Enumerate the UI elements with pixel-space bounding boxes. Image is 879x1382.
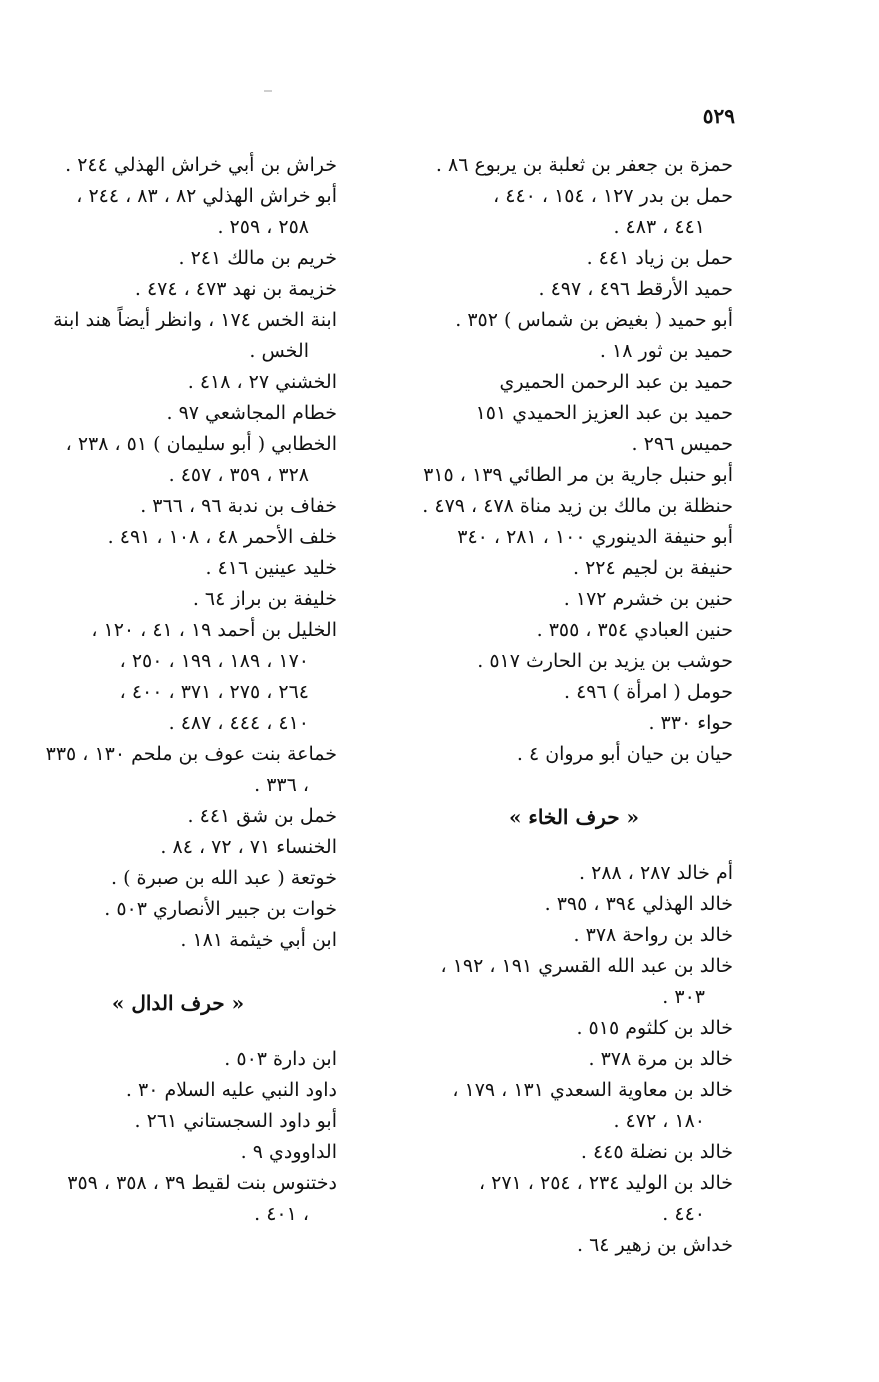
index-entry: خطام المجاشعي ٩٧ .: [166, 402, 337, 424]
index-entry: خالد بن كلثوم ٥١٥ .: [576, 1017, 733, 1039]
index-entry: الخشني ٢٧ ، ٤١٨ .: [187, 371, 337, 393]
index-entry: الخطابي ( أبو سليمان ) ٥١ ، ٢٣٨ ،: [65, 433, 337, 455]
index-entry: حمزة بن جعفر بن ثعلبة بن يربوع ٨٦ .: [435, 154, 733, 176]
left-entries-top: [19, 150, 337, 956]
index-entry: حميد الأرقط ٤٩٦ ، ٤٩٧ .: [538, 278, 733, 300]
index-entry: خماعة بنت عوف بن ملحم ١٣٠ ، ٣٣٥: [45, 743, 337, 765]
index-entry: خالد بن مرة ٣٧٨ .: [588, 1048, 733, 1070]
index-entry: خالد بن معاوية السعدي ١٣١ ، ١٧٩ ،: [452, 1079, 733, 1101]
right-column: [415, 150, 733, 1261]
index-entry: حنين العبادي ٣٥٤ ، ٣٥٥ .: [536, 619, 733, 641]
index-entry: خلف الأحمر ٤٨ ، ١٠٨ ، ٤٩١ .: [107, 526, 337, 548]
index-entry: الخنساء ٧١ ، ٧٢ ، ٨٤ .: [160, 836, 337, 858]
index-entry: خداش بن زهير ٦٤ .: [577, 1234, 733, 1256]
index-entry: ابن أبي خيثمة ١٨١ .: [180, 929, 337, 951]
index-entry: حوشب بن يزيد بن الحارث ٥١٧ .: [477, 650, 733, 672]
index-entry: خراش بن أبي خراش الهذلي ٢٤٤ .: [65, 154, 337, 176]
index-entry: خفاف بن ندبة ٩٦ ، ٣٦٦ .: [140, 495, 337, 517]
index-entry-continuation: ، ٣٣٦ .: [254, 774, 309, 796]
index-entry: حميس ٢٩٦ .: [631, 433, 733, 455]
index-entry: أبو حنيفة الدينوري ١٠٠ ، ٢٨١ ، ٣٤٠: [457, 526, 733, 548]
index-entry: حواء ٣٣٠ .: [648, 712, 733, 734]
index-entry: حيان بن حيان أبو مروان ٤ .: [516, 743, 733, 765]
index-entry-continuation: ٢٥٨ ، ٢٥٩ .: [217, 216, 309, 238]
index-entry: خالد بن الوليد ٢٣٤ ، ٢٥٤ ، ٢٧١ ،: [478, 1172, 733, 1194]
index-entry-continuation: ٤٤١ ، ٤٨٣ .: [613, 216, 705, 238]
index-entry: ابن دارة ٥٠٣ .: [224, 1048, 337, 1070]
index-entry-continuation: ١٨٠ ، ٤٧٢ .: [613, 1110, 705, 1132]
index-entry: خزيمة بن نهد ٤٧٣ ، ٤٧٤ .: [134, 278, 337, 300]
index-entry: حمل بن بدر ١٢٧ ، ١٥٤ ، ٤٤٠ ،: [493, 185, 733, 207]
index-entry: أبو حميد ( بغيض بن شماس ) ٣٥٢ .: [455, 309, 733, 331]
index-entry: دختنوس بنت لقيط ٣٩ ، ٣٥٨ ، ٣٥٩: [67, 1172, 337, 1194]
right-entries-top: [415, 150, 733, 770]
index-entry: الخليل بن أحمد ١٩ ، ٤١ ، ١٢٠ ،: [91, 619, 337, 641]
index-entry: ابنة الخس ١٧٤ ، وانظر أيضاً هند ابنة: [53, 309, 337, 331]
page-number: ٥٢٩: [702, 104, 735, 128]
index-entry: حميد بن عبد العزيز الحميدي ١٥١: [475, 402, 733, 424]
index-entry: خوتعة ( عبد الله بن صبرة ) .: [111, 867, 337, 889]
index-entry: حنظلة بن مالك بن زيد مناة ٤٧٨ ، ٤٧٩ .: [422, 495, 733, 517]
index-entry-continuation: ٢٦٤ ، ٢٧٥ ، ٣٧١ ، ٤٠٠ ،: [119, 681, 309, 703]
paper-smudge: [264, 90, 272, 92]
index-entry: حميد بن عبد الرحمن الحميري: [499, 371, 733, 393]
index-entry: خالد بن رواحة ٣٧٨ .: [573, 924, 733, 946]
index-entry: حنين بن خشرم ١٧٢ .: [563, 588, 733, 610]
right-entries-bottom: [415, 858, 733, 1261]
index-entry-continuation: الخس .: [249, 340, 309, 362]
index-entry-continuation: ٣٢٨ ، ٣٥٩ ، ٤٥٧ .: [168, 464, 309, 486]
index-entry: أم خالد ٢٨٧ ، ٢٨٨ .: [579, 862, 733, 884]
index-entry: أبو خراش الهذلي ٨٢ ، ٨٣ ، ٢٤٤ ،: [76, 185, 337, 207]
index-entry-continuation: ٤٤٠ .: [662, 1203, 705, 1225]
index-entry: أبو داود السجستاني ٢٦١ .: [134, 1110, 337, 1132]
index-entry: خالد الهذلي ٣٩٤ ، ٣٩٥ .: [544, 893, 733, 915]
index-entry-continuation: ٣٠٣ .: [662, 986, 705, 1008]
index-entry: أبو حنبل جارية بن مر الطائي ١٣٩ ، ٣١٥: [423, 464, 733, 486]
left-column: [19, 150, 337, 1230]
left-entries-bottom: [19, 1044, 337, 1230]
index-entry: حومل ( امرأة ) ٤٩٦ .: [563, 681, 733, 703]
index-entry: خوات بن جبير الأنصاري ٥٠٣ .: [104, 898, 337, 920]
section-heading-kha: « حرف الخاء »: [508, 805, 640, 829]
index-entry: خليد عينين ٤١٦ .: [205, 557, 337, 579]
index-entry-continuation: ٤١٠ ، ٤٤٤ ، ٤٨٧ .: [168, 712, 309, 734]
section-heading-dal: « حرف الدال »: [111, 991, 245, 1015]
index-entry: خمل بن شق ٤٤١ .: [187, 805, 337, 827]
index-entry: حمل بن زياد ٤٤١ .: [586, 247, 733, 269]
index-entry: داود النبي عليه السلام ٣٠ .: [125, 1079, 337, 1101]
index-entry: خليفة بن براز ٦٤ .: [192, 588, 337, 610]
index-entry-continuation: ، ٤٠١ .: [254, 1203, 309, 1225]
index-entry: خالد بن عبد الله القسري ١٩١ ، ١٩٢ ،: [440, 955, 733, 977]
index-entry: خريم بن مالك ٢٤١ .: [178, 247, 337, 269]
index-entry: حميد بن ثور ١٨ .: [599, 340, 733, 362]
index-entry: خالد بن نضلة ٤٤٥ .: [580, 1141, 733, 1163]
index-entry-continuation: ١٧٠ ، ١٨٩ ، ١٩٩ ، ٢٥٠ ،: [119, 650, 309, 672]
index-entry: الداوودي ٩ .: [240, 1141, 337, 1163]
index-entry: حنيفة بن لجيم ٢٢٤ .: [572, 557, 733, 579]
